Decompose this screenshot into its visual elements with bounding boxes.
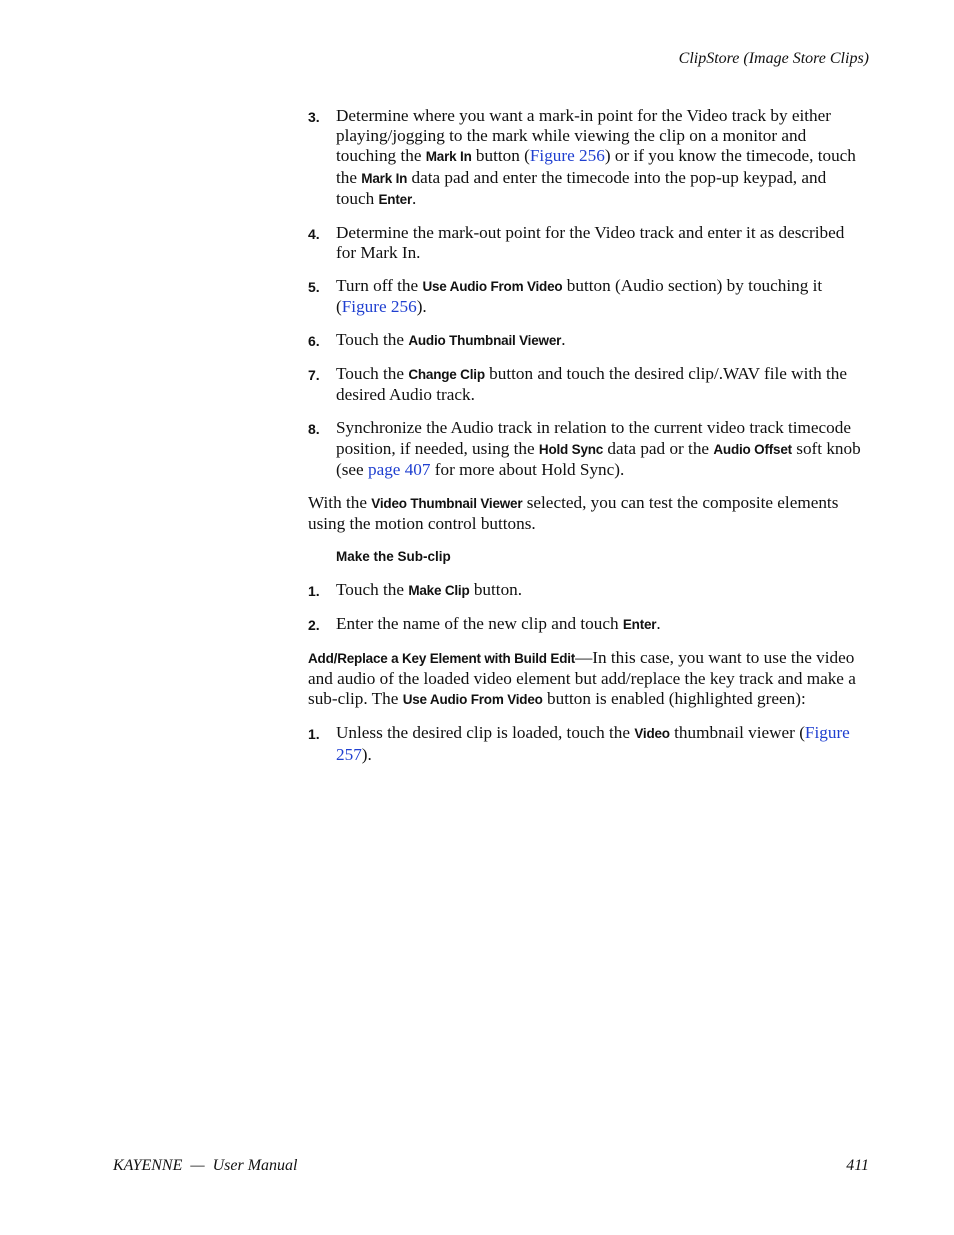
ui-label-change-clip: Change Clip [408,367,485,383]
ui-label-use-audio-from-video: Use Audio From Video [402,692,543,708]
step-text: for more about Hold Sync). [430,459,625,479]
step-text: Touch the [336,580,409,600]
paragraph-composite [308,493,868,534]
figure-link[interactable]: Figure 257 [336,723,850,764]
step-number: 6. [308,333,320,350]
ui-label-enter: Enter [378,191,412,207]
run-in-heading-build-edit: Add/Replace a Key Element with Build Edit [308,651,576,667]
figure-link[interactable]: Figure 256 [341,297,417,317]
step-number: 1. [308,583,320,600]
step-text: button. [469,580,523,600]
ui-label-video-thumbnail-viewer: Video Thumbnail Viewer [371,495,523,511]
ui-label-audio-offset: Audio Offset [713,441,792,457]
footer-manual-title: KAYENNE — User Manual [113,1157,298,1174]
step-text: ) or if you know the timecode, touch the [336,146,856,187]
step-number: 4. [308,225,320,242]
step-text: thumbnail viewer ( [669,723,805,743]
step-text: Unless the desired clip is loaded, touch the [336,723,635,743]
step-7 [308,364,868,405]
step-number: 8. [308,421,320,438]
step-text: Turn off the [336,276,423,296]
ui-label-make-clip: Make Clip [408,583,470,599]
page-number: 411 [846,1157,869,1174]
step-2-enter-name [308,614,868,635]
step-text: button and touch the desired clip/.WAV file with the desired Audio track. [336,364,848,405]
step-text: . [656,614,661,634]
ui-label-mark-in: Mark In [361,170,408,186]
ui-label-use-audio-from-video: Use Audio From Video [422,279,563,295]
step-4 [308,223,868,263]
page-body [308,106,868,778]
para-text: button is enabled (highlighted green): [542,689,806,709]
step-number: 2. [308,617,320,634]
step-number: 5. [308,279,320,296]
para-text: selected, you can test the composite elements using the motion control buttons. [308,492,839,534]
step-text: data pad or the [603,438,714,458]
step-text: Touch the [336,330,409,350]
step-text: button (Audio section) by touching it ( [336,276,823,317]
step-text: button ( [471,146,530,166]
step-text: ). [361,744,372,764]
step-1-unless-loaded [308,723,868,764]
step-text: . [412,188,417,208]
step-8 [308,418,868,480]
ui-label-hold-sync: Hold Sync [538,441,604,457]
ui-label-video: Video [634,726,670,742]
step-3 [308,106,868,210]
running-header: ClipStore (Image Store Clips) [678,50,869,67]
para-text: With the [308,492,372,512]
ui-label-audio-thumbnail-viewer: Audio Thumbnail Viewer [408,333,562,349]
para-text: —In this case, you want to use the video and audio of the loaded video element but add/replace the key track and make a sub-clip. The [308,648,856,709]
step-1-make-clip [308,580,868,601]
page-link[interactable]: page 407 [367,459,431,479]
step-number: 7. [308,367,320,384]
ui-label-enter: Enter [622,617,657,633]
step-text: Synchronize the Audio track in relation to the current video track timecode position, if needed, using the [336,418,851,458]
step-number: 1. [308,726,320,743]
step-5 [308,276,868,317]
step-text: Enter the name of the new clip and touch [336,614,623,634]
step-text: . [561,330,566,350]
step-text: data pad and enter the timecode into the pop-up keypad, and touch [336,167,827,208]
step-6 [308,330,868,351]
step-text: soft knob (see [336,438,861,479]
step-text: Touch the [336,364,409,384]
paragraph-build-edit [308,648,868,711]
step-text: ). [416,297,427,317]
subheading-make-sub-clip: Make the Sub-clip [336,549,451,565]
step-text: Determine the mark-out point for the Video track and enter it as described for Mark In. [336,222,845,263]
step-number: 3. [308,109,320,125]
step-text: Determine where you want a mark-in point for the Video track by either playing/jogging to the mark while viewing the clip on a monitor and touching the [336,106,832,166]
figure-link[interactable]: Figure 256 [529,146,605,166]
ui-label-mark-in: Mark In [425,149,472,165]
